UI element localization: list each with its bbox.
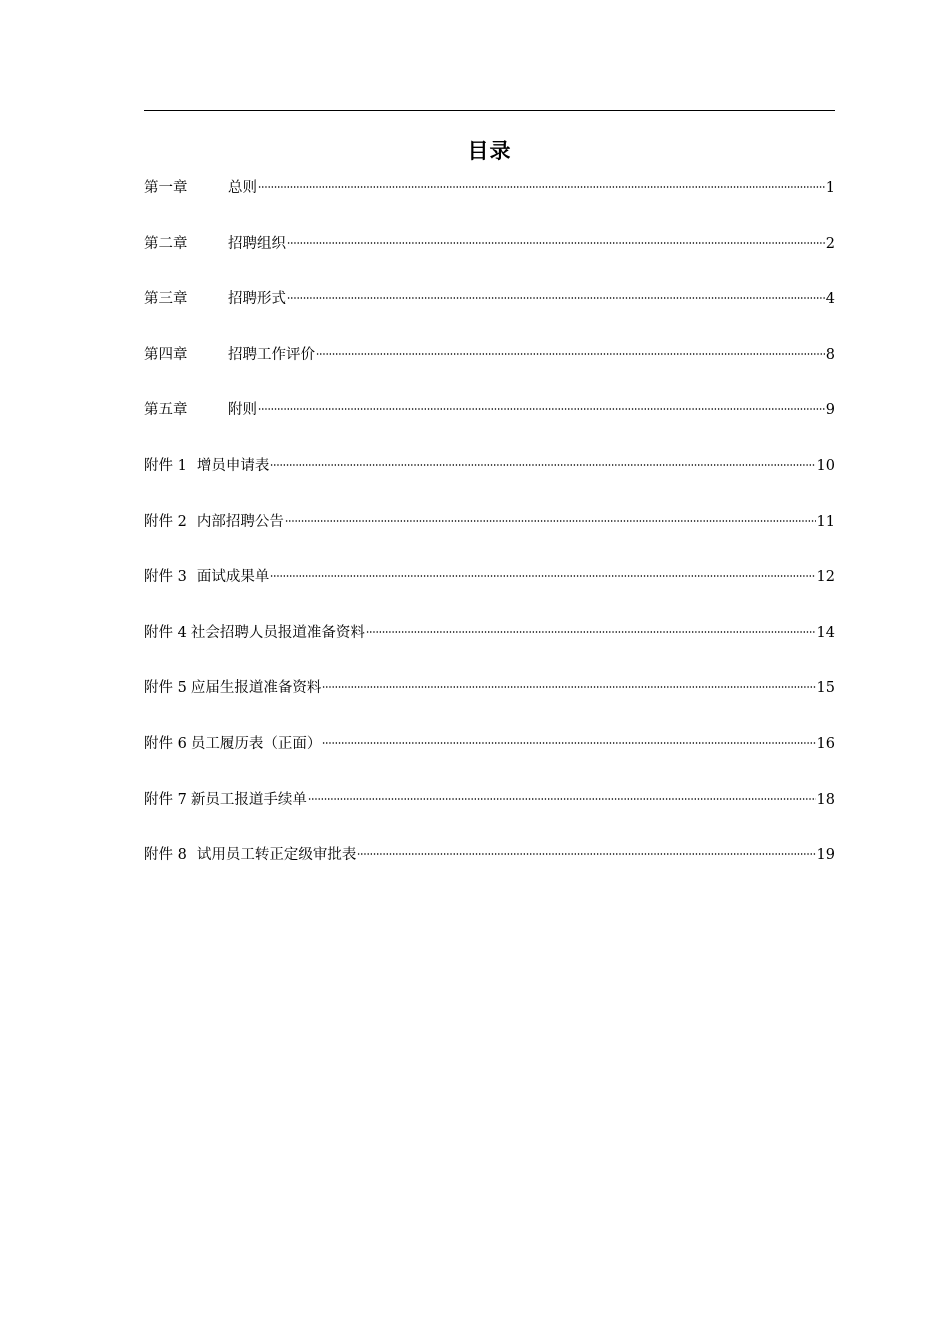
toc-entry-appendix-3[interactable] [144,563,835,619]
entry-number: 附件 8 [144,847,187,864]
entry-number: 附件 2 [144,513,187,530]
entry-title: 员工履历表（正面） [190,735,322,752]
toc-entry-appendix-8[interactable] [144,841,835,897]
header-rule [144,110,835,111]
entry-title: 社会招聘人员报道准备资料 [190,624,365,641]
entry-page-number: 18 [816,791,835,808]
entry-page-number: 16 [816,735,835,752]
entry-title: 试用员工转正定级审批表 [196,847,357,864]
dot-leader [287,297,825,299]
entry-title: 内部招聘公告 [196,513,284,530]
dot-leader [258,408,825,410]
toc-entry-appendix-7[interactable] [144,786,835,842]
entry-title: 总则 [228,180,257,196]
entry-page-number: 2 [825,235,835,252]
toc-entry-appendix-4[interactable] [144,619,835,675]
entry-page-number: 19 [816,847,835,864]
entry-page-number: 8 [825,346,835,363]
entry-page-number: 11 [816,513,835,530]
toc-entry-chapter-4[interactable] [144,341,835,397]
entry-title: 面试成果单 [196,569,270,586]
toc-entry-appendix-6[interactable] [144,730,835,786]
toc-entry-chapter-3[interactable] [144,285,835,341]
entry-number: 第一章 [144,180,188,196]
entry-page-number: 12 [816,569,835,586]
entry-page-number: 14 [816,624,835,641]
dot-leader [316,353,825,355]
toc-entry-chapter-1[interactable] [144,174,835,230]
entry-page-number: 4 [825,291,835,308]
dot-leader [270,575,815,577]
dot-leader [270,464,815,466]
entry-title: 招聘组织 [228,235,286,252]
entry-number: 第四章 [144,346,188,363]
entry-number: 第五章 [144,402,188,419]
entry-title: 招聘工作评价 [228,346,315,363]
entry-number: 附件 5 [144,680,187,697]
entry-title: 附则 [228,402,257,419]
toc-entry-appendix-5[interactable] [144,674,835,730]
entry-page-number: 9 [825,402,835,419]
entry-title: 应届生报道准备资料 [190,680,322,697]
dot-leader [322,686,815,688]
toc-entry-appendix-2[interactable] [144,508,835,564]
entry-title: 新员工报道手续单 [190,791,307,808]
entry-title: 招聘形式 [228,291,286,308]
dot-leader [285,520,816,522]
entry-page-number: 15 [816,680,835,697]
table-of-contents [144,174,835,897]
toc-entry-chapter-2[interactable] [144,230,835,286]
entry-title: 增员申请表 [196,457,270,474]
entry-number: 第三章 [144,291,188,308]
dot-leader [287,242,825,244]
toc-title: 目录 [467,139,512,163]
dot-leader [258,186,825,188]
entry-number: 附件 3 [144,569,187,586]
dot-leader [366,631,816,633]
entry-number: 附件 7 [144,791,187,808]
dot-leader [322,742,815,744]
entry-number: 第二章 [144,235,188,252]
entry-number: 附件 4 [144,624,187,641]
entry-page-number: 1 [825,180,835,196]
dot-leader [308,798,816,800]
toc-entry-chapter-5[interactable] [144,396,835,452]
toc-entry-appendix-1[interactable] [144,452,835,508]
entry-page-number: 10 [816,457,835,474]
entry-number: 附件 6 [144,735,187,752]
dot-leader [357,853,815,855]
entry-number: 附件 1 [144,457,187,474]
